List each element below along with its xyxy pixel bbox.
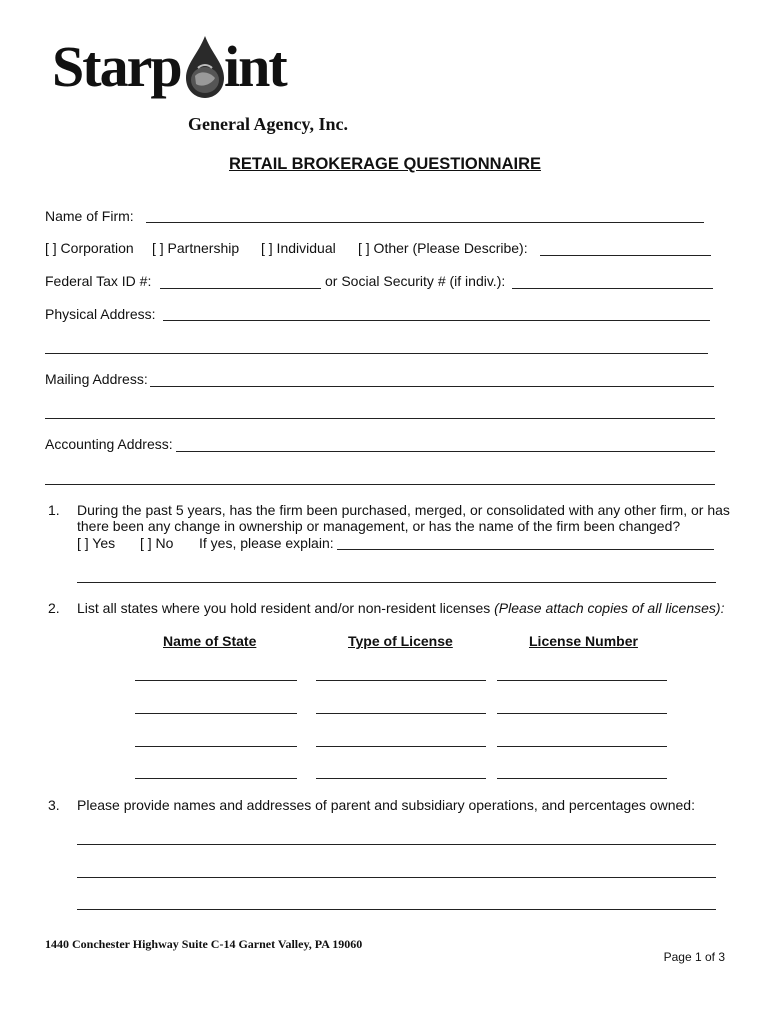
- col-license-number: License Number: [529, 633, 638, 649]
- q2-text-main: List all states where you hold resident and/or non-resident licenses: [77, 600, 491, 616]
- q1-explain-field[interactable]: [337, 549, 714, 550]
- state-field[interactable]: [135, 778, 297, 779]
- q1-explain-label: If yes, please explain:: [199, 535, 334, 551]
- q1-no-checkbox[interactable]: [ ] No: [140, 535, 174, 551]
- q3-answer-field[interactable]: [77, 844, 716, 845]
- state-field[interactable]: [135, 680, 297, 681]
- accounting-address-field[interactable]: [176, 451, 715, 452]
- form-title: RETAIL BROKERAGE QUESTIONNAIRE: [229, 155, 541, 173]
- other-describe-field[interactable]: [540, 255, 711, 256]
- individual-checkbox[interactable]: [ ] Individual: [261, 240, 336, 256]
- name-of-firm-label: Name of Firm:: [45, 208, 134, 224]
- accounting-address-label: Accounting Address:: [45, 436, 173, 452]
- q3-answer-field[interactable]: [77, 909, 716, 910]
- license-type-field[interactable]: [316, 778, 486, 779]
- agency-name: General Agency, Inc.: [188, 114, 348, 134]
- physical-address-field[interactable]: [163, 320, 710, 321]
- corporation-checkbox[interactable]: [ ] Corporation: [45, 240, 134, 256]
- other-checkbox[interactable]: [ ] Other (Please Describe):: [358, 240, 528, 256]
- globe-drop-icon: [186, 36, 224, 98]
- state-field[interactable]: [135, 713, 297, 714]
- q3-answer-field[interactable]: [77, 877, 716, 878]
- ssn-field[interactable]: [512, 288, 713, 289]
- q1-text-line2: there been any change in ownership or management, or has the name of the firm been changed?: [77, 518, 681, 534]
- q3-text: Please provide names and addresses of parent and subsidiary operations, and percentages owned:: [77, 797, 695, 813]
- q1-number: 1.: [48, 502, 60, 518]
- starpoint-logo: [52, 28, 302, 102]
- q1-yes-checkbox[interactable]: [ ] Yes: [77, 535, 116, 551]
- q1-text-line1: During the past 5 years, has the firm been purchased, merged, or consolidated with any other firm, or has: [77, 502, 730, 518]
- license-number-field[interactable]: [497, 713, 667, 714]
- page-number: Page 1 of 3: [663, 950, 725, 964]
- q2-number: 2.: [48, 600, 60, 616]
- mailing-address-field[interactable]: [150, 386, 714, 387]
- svg-text:int: int: [224, 34, 286, 99]
- svg-text:Starp: Starp: [52, 34, 181, 99]
- footer-address: 1440 Conchester Highway Suite C-14 Garnet Valley, PA 19060: [45, 937, 363, 951]
- federal-tax-id-label: Federal Tax ID #:: [45, 273, 152, 289]
- q1-explain-field-2[interactable]: [77, 582, 716, 583]
- partnership-checkbox[interactable]: [ ] Partnership: [152, 240, 240, 256]
- license-type-field[interactable]: [316, 680, 486, 681]
- license-type-field[interactable]: [316, 713, 486, 714]
- license-number-field[interactable]: [497, 778, 667, 779]
- mailing-address-field-2[interactable]: [45, 418, 715, 419]
- col-type-of-license: Type of License: [348, 633, 453, 649]
- accounting-address-field-2[interactable]: [45, 484, 715, 485]
- q2-text-italic: (Please attach copies of all licenses):: [494, 600, 725, 616]
- ssn-label: or Social Security # (if indiv.):: [325, 273, 506, 289]
- q2-text: [77, 600, 724, 616]
- physical-address-label: Physical Address:: [45, 306, 156, 322]
- q3-number: 3.: [48, 797, 60, 813]
- name-of-firm-field[interactable]: [146, 222, 704, 223]
- physical-address-field-2[interactable]: [45, 353, 708, 354]
- license-type-field[interactable]: [316, 746, 486, 747]
- state-field[interactable]: [135, 746, 297, 747]
- license-number-field[interactable]: [497, 680, 667, 681]
- mailing-address-label: Mailing Address:: [45, 371, 148, 387]
- federal-tax-id-field[interactable]: [160, 288, 321, 289]
- license-number-field[interactable]: [497, 746, 667, 747]
- col-name-of-state: Name of State: [163, 633, 257, 649]
